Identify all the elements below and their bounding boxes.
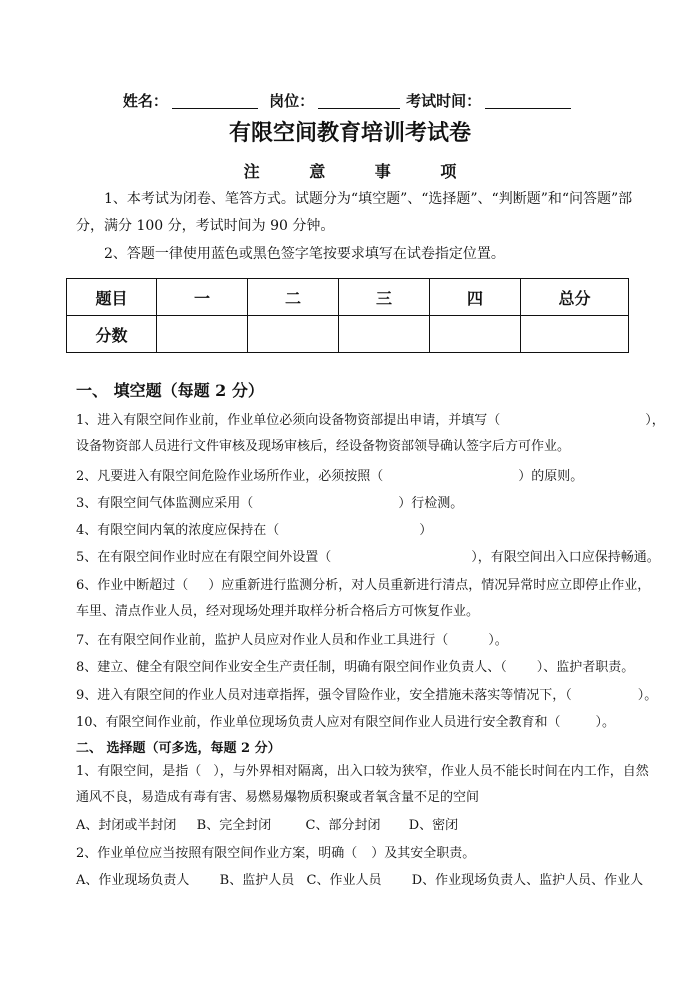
score-cell[interactable]: [521, 316, 629, 353]
fill-question-9: [76, 683, 658, 709]
fill-question-3: [76, 491, 636, 517]
option-d[interactable]: D、作业现场负责人、监护人员、作业人: [411, 873, 644, 888]
choice-question-1: [76, 759, 649, 811]
score-table-header-row: [67, 279, 629, 316]
question-text: ）。: [637, 688, 658, 703]
question-text: 6、作业中断超过（: [76, 578, 189, 593]
page-title: 有限空间教育培训考试卷: [228, 121, 471, 146]
section-1-heading: 一、 填空题（每题 2 分）: [76, 381, 264, 400]
question-text: ）行检测。: [398, 496, 464, 511]
name-blank[interactable]: [172, 93, 258, 109]
question-text: 10、有限空间作业前，作业单位现场负责人应对有限空间作业人员进行安全教育和（: [76, 715, 561, 730]
question-text: ），与外界相对隔离，出入口较为狭窄，作业人员不能长时间在内工作，自然: [213, 764, 649, 779]
question-text: ），: [645, 413, 665, 428]
score-row-label: 分数: [67, 316, 157, 353]
exam-time-label: 考试时间：: [406, 92, 482, 110]
score-header-cell: 总分: [521, 279, 629, 316]
fill-question-5: [76, 545, 660, 571]
question-text: ），有限空间出入口应保持畅通。: [471, 550, 660, 565]
position-label: 岗位：: [269, 92, 315, 110]
option-c[interactable]: C、部分封闭: [305, 818, 381, 833]
question-text: 3、有限空间气体监测应采用（: [76, 496, 254, 511]
option-a[interactable]: A、封闭或半封闭: [76, 818, 177, 833]
question-text: 2、凡要进入有限空间危险作业场所作业，必须按照（: [76, 469, 384, 484]
score-header-cell: 四: [430, 279, 521, 316]
notice-item-1: 1、本考试为闭卷、笔答方式。试题分为“填空题”、“选择题”、“判断题”和“问答题”部分，满分 100 分，考试时间为 90 分钟。: [76, 191, 633, 234]
question-text: 9、进入有限空间的作业人员对违章指挥，强令冒险作业，安全措施未落实等情况下，（: [76, 688, 572, 703]
option-d[interactable]: D、密闭: [408, 818, 459, 833]
question-text: ）、监护者职责。: [536, 660, 635, 675]
fill-question-10: [76, 710, 636, 736]
score-table: [66, 278, 629, 353]
question-text: ）。: [595, 715, 616, 730]
question-text: 8、建立、健全有限空间作业安全生产责任制，明确有限空间作业负责人、（: [76, 660, 507, 675]
question-text: 通风不良，易造成有毒有害、易燃易爆物质积聚或者氧含量不足的空间: [76, 790, 480, 805]
option-b[interactable]: B、完全封闭: [196, 818, 272, 833]
section-2-heading: 二、 选择题（可多选，每题 2 分）: [76, 741, 281, 756]
score-cell[interactable]: [157, 316, 248, 353]
score-cell[interactable]: [248, 316, 339, 353]
question-text: 5、在有限空间作业时应在有限空间外设置（: [76, 550, 332, 565]
question-text: 7、在有限空间作业前，监护人员应对作业人员和作业工具进行（: [76, 633, 449, 648]
score-header-cell: 三: [339, 279, 430, 316]
choice-question-1-options: [76, 813, 636, 839]
score-cell[interactable]: [339, 316, 430, 353]
question-text: 1、有限空间，是指（: [76, 764, 202, 779]
exam-time-blank[interactable]: [485, 93, 571, 109]
fill-question-8: [76, 655, 636, 681]
question-text: ）及其安全职责。: [371, 846, 476, 861]
question-text: 车里、清点作业人员，经对现场处理并取样分析合格后方可恢复作业。: [76, 604, 480, 619]
question-text: ）: [419, 523, 433, 538]
notice-heading: 注 意 事 项: [243, 162, 479, 181]
question-text: ）的原则。: [518, 469, 584, 484]
question-text: 设备物资部人员进行文件审核及现场审核后，经设备物资部领导确认签字后方可作业。: [76, 439, 571, 454]
score-header-cell: 一: [157, 279, 248, 316]
question-text: 1、进入有限空间作业前，作业单位必须向设备物资部提出申请，并填写（: [76, 413, 501, 428]
name-label: 姓名：: [122, 92, 168, 110]
option-b[interactable]: B、监护人员: [219, 873, 295, 888]
fill-question-7: [76, 628, 636, 654]
fill-question-2: [76, 464, 636, 490]
question-text: ）应重新进行监测分析，对人员重新进行清点，情况异常时应立即停止作业，: [208, 578, 651, 593]
fill-question-4: [76, 518, 636, 544]
notice-item-2: 2、答题一律使用蓝色或黑色签字笔按要求填写在试卷指定位置。: [104, 246, 505, 262]
position-blank[interactable]: [318, 93, 400, 109]
fill-question-6: [76, 573, 651, 625]
choice-question-2: [76, 841, 636, 867]
score-header-cell: 题目: [67, 279, 157, 316]
option-a[interactable]: A、作业现场负责人: [76, 873, 190, 888]
question-text: 4、有限空间内氧的浓度应保持在（: [76, 523, 280, 538]
score-cell[interactable]: [430, 316, 521, 353]
score-table-score-row: [67, 316, 629, 353]
choice-question-2-options: [76, 868, 644, 894]
fill-question-1: [76, 408, 665, 460]
question-text: 2、作业单位应当按照有限空间作业方案，明确（: [76, 846, 358, 861]
score-header-cell: 二: [248, 279, 339, 316]
option-c[interactable]: C、作业人员: [306, 873, 382, 888]
exam-header-fields: [0, 90, 700, 111]
question-text: ）。: [488, 633, 508, 648]
